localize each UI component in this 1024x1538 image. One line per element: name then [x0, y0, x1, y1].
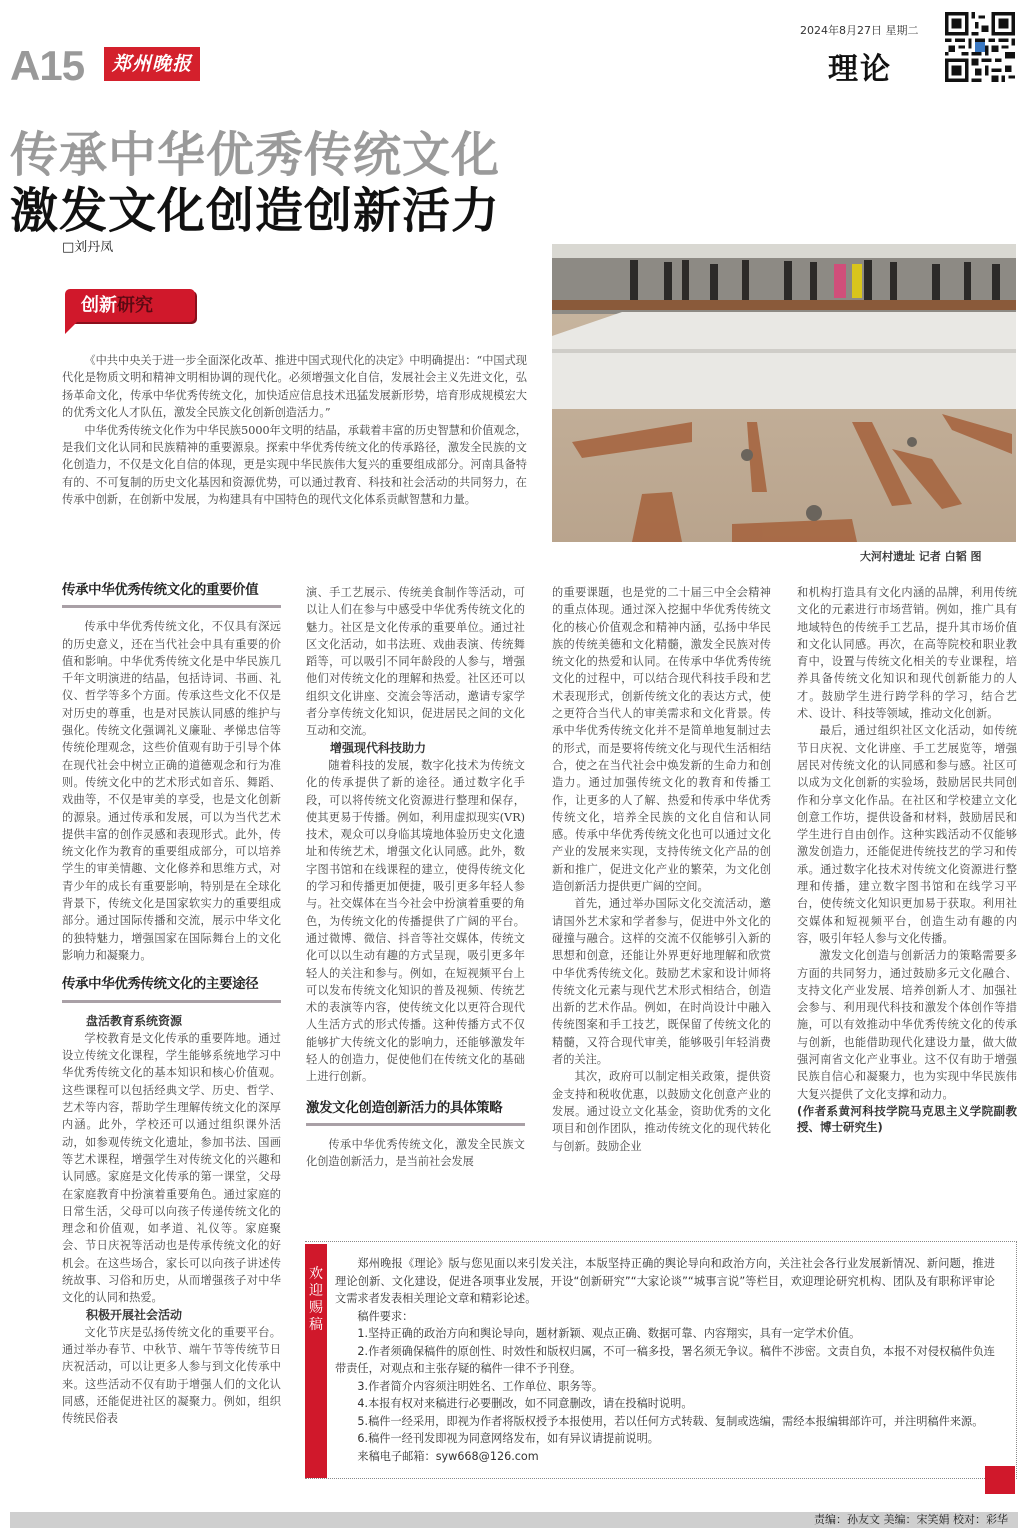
column-tag-part2: 研究	[117, 295, 153, 316]
requirement-item: 6.稿件一经刊发即视为同意网络发布，如有异议请提前说明。	[357, 1432, 659, 1445]
intro-paragraph: 中华优秀传统文化作为中华民族5000年文明的结晶，承载着丰富的历史智慧和价值观念，是我们文化认同和民族精神的重要源泉。探索中华优秀传统文化的传承路径，激发全民族的文化创造力，不仅是文化自信的体现，更是实现中华民族伟大复兴的重要组成部分。河南具备特有的、不可复制的历史文化基因和资源优势，可以通过教育、科技和社会活动的共同努力，在传承中创新，在创新中发展，为构建具有中国特色的现代文化体系贡献智慧和力量。	[62, 423, 527, 507]
requirement-item: 2.作者须确保稿件的原创性、时效性和版权归属，不可一稿多投，署名须无争议。稿件不涉密。文责自负，本报不对侵权稿件负连带责任，对观点和主张存疑的稿件一律不予刊登。	[335, 1344, 995, 1375]
call-for-papers-text	[335, 1255, 995, 1465]
label-char: 欢	[309, 1266, 323, 1282]
page-number: A15	[10, 42, 85, 89]
body-paragraph: 学校教育是文化传承的重要阵地。通过设立传统文化课程，学生能够系统地学习中华优秀传统文化的基本知识和核心价值观。这些课程可以包括经典文学、历史、哲学、艺术等内容，帮助学生理解传统文化的深厚内涵。此外，学校还可以通过组织课外活动，如参观传统文化遗址，参加书法、国画等艺术课程，增强学生对传统文化的兴趣和认同感。家庭是文化传承的第一课堂，父母在家庭教育中扮演着重要角色。通过家庭的日常生活，父母可以向孩子传递传统文化的理念和价值观，如孝道、礼仪等。家庭聚会、节日庆祝等活动也是传承传统文化的好机会。在这些场合，家长可以向孩子讲述传统故事、习俗和历史，从而增强孩子对中华文化的认同和热爱。	[62, 1031, 281, 1305]
label-char: 稿	[309, 1317, 323, 1333]
qr-code-icon[interactable]	[944, 12, 1016, 82]
submission-email-line	[335, 1448, 995, 1466]
section-heading: 激发文化创造创新活力的具体策略	[306, 1100, 525, 1126]
body-paragraph: 传承中华优秀传统文化，不仅具有深远的历史意义，还在当代社会中具有重要的价值和影响。中华优秀传统文化是中华民族几千年文明演进的结晶，包括诗词、书画、礼仪、哲学等多个方面。传承这些文化不仅是对历史的尊重，也是对民族认同感的维护与强化。传统文化强调礼义廉耻、孝悌忠信等传统伦理观念，这些价值观有助于引导个体在现代社会中树立正确的道德观念和行为准则。传统文化中的艺术形式如音乐、舞蹈、戏曲等，不仅是审美的享受，也是文化创新的源泉。通过传承和发展，可以为当代艺术提供丰富的创作灵感和表现形式。此外，传统文化作为教育的重要组成部分，可以培养学生的审美情趣、文化修养和思维方式，对青少年的成长有重要影响，特别是在全球化背景下，传统文化是国家软实力的重要组成部分。通过国际传播和交流，展示中华文化的独特魅力，增强国家在国际舞台上的文化影响力和凝聚力。	[62, 620, 281, 962]
article-photo	[552, 244, 1016, 542]
headline-line-1: 传承中华优秀传统文化	[10, 127, 501, 183]
submission-email-link[interactable]: syw668@126.com	[435, 1449, 539, 1463]
body-paragraph: 激发文化创造与创新活力的策略需要多方面的共同努力，通过鼓励多元文化融合、支持文化产业发展、培养创新人才、加强社会参与、利用现代科技和激发个体创作等措施，可以有效推动中华优秀传统文化的传承与创新，也能借助现代化建设力量，做大做强河南省文化产业事业。这不仅有助于增强民族自信心和凝聚力，也为实现中华民族伟大复兴提供了文化支撑和动力。	[797, 949, 1017, 1101]
author-byline: □刘丹凤	[62, 240, 114, 255]
label-char: 迎	[309, 1283, 323, 1299]
notice-intro: 郑州晚报《理论》版与您见面以来引发关注，本版坚持正确的舆论导向和政治方向，关注社会各行业发展新情况、新问题，推进理论创新、文化建设，促进各项事业发展，开设“创新研究”“大家论谈”“城事言说”等栏目，欢迎理论研究机构、团队及有职称评审论文需求者发表相关理论文章和精彩论述。	[335, 1257, 995, 1305]
subsection-heading: 盘活教育系统资源	[86, 1013, 183, 1028]
column-tag	[65, 289, 195, 322]
article-intro	[62, 352, 527, 509]
email-label: 来稿电子邮箱：	[357, 1449, 436, 1463]
body-paragraph: 最后，通过组织社区文化活动，如传统节日庆祝、文化讲座、手工艺展览等，增强居民对传统文化的认同感和参与感。社区可以成为文化创新的实验场，鼓励居民共同创作和分享文化作品。在社区和学校建立文化创意工作坊，提供设备和材料，鼓励居民和学生进行自由创作。这种实践活动不仅能够激发创造力，还能促进传统技艺的学习和传承。通过数字化技术对传统文化资源进行整理和传播，建立数字图书馆和在线学习平台，使传统文化知识更加易于获取。利用社交媒体和短视频平台，创造生动有趣的内容，吸引年轻人参与文化传播。	[797, 724, 1017, 945]
requirement-item: 5.稿件一经采用，即视为作者将版权授予本报使用，若以任何方式转载、复制或选编，需经本报编辑部许可，并注明稿件来源。	[357, 1414, 984, 1428]
body-paragraph: 文化节庆是弘扬传统文化的重要平台。通过举办春节、中秋节、端午节等传统节日庆祝活动，可以让更多人参与到文化传承中来。这些活动不仅有助于增强人们的文化认同感，还能促进社区的凝聚力。例如，组织传统民俗表	[62, 1325, 281, 1426]
label-char: 赐	[309, 1300, 323, 1316]
article-column-4	[797, 584, 1017, 1135]
photo-caption: 大河村遗址 记者 白韬 图	[860, 550, 982, 563]
requirement-item: 4.本报有权对来稿进行必要删改，如不同意删改，请在投稿时说明。	[357, 1397, 693, 1410]
article-column-2	[306, 584, 525, 1171]
headline-line-2: 激发文化创造创新活力	[10, 183, 501, 239]
body-paragraph: 演、手工艺展示、传统美食制作等活动，可以让人们在参与中感受中华优秀传统文化的魅力。社区是文化传承的重要单位。通过社区文化活动，如书法班、戏曲表演、传统舞蹈等，可以吸引不同年龄段的人参与，增强他们对传统文化的理解和热爱。社区还可以组织文化讲座、交流会等活动，邀请专家学者分享传统文化知识，促进居民之间的文化互动和交流。	[306, 586, 525, 738]
subsection-heading: 增强现代科技助力	[330, 740, 427, 755]
requirement-item: 3.作者简介内容须注明姓名、工作单位、职务等。	[357, 1379, 604, 1393]
editor-credits: 责编：孙友文 美编：宋笑娟 校对：彩华	[814, 1513, 1008, 1526]
article-column-3	[552, 584, 771, 1155]
column-tag-tail	[65, 320, 79, 334]
author-note: (作者系黄河科技学院马克思主义学院副教授、博士研究生)	[797, 1103, 1017, 1134]
body-paragraph: 的重要课题，也是党的二十届三中全会精神的重点体现。通过深入挖掘中华优秀传统文化的核心价值观念和精神内涵，弘扬中华民族的传统美德和文化精髓，激发全民族对传统文化的热爱和认同。在传承中华优秀传统文化的过程中，可以结合现代科技手段和艺术表现形式，创新传统文化的表达方式，使之更符合当代人的审美需求和文化背景。传承中华优秀传统文化并不是简单地复制过去的形式，而是要将传统文化与现代生活相结合，使之在当代社会中焕发新的生命力和创造力。通过加强传统文化的教育和传播工作，让更多的人了解、热爱和传承中华优秀传统文化，培养全民族的文化自信和认同感。传承中华优秀传统文化也可以通过文化产业的发展来实现，支持传统文化产品的创新和推广，促进文化产业的繁荣，为文化创造创新活力提供更广阔的空间。	[552, 586, 771, 894]
requirement-item: 1.坚持正确的政治方向和舆论导向，题材新颖、观点正确、数据可靠、内容翔实，具有一定学术价值。	[357, 1327, 861, 1340]
notice-corner-decoration	[985, 1466, 1015, 1494]
section-name: 理论	[828, 52, 892, 87]
subsection-heading: 积极开展社会活动	[86, 1307, 183, 1322]
newspaper-logo: 郑州晚报	[104, 47, 200, 81]
body-paragraph: 和机构打造具有文化内涵的品牌，利用传统文化的元素进行市场营销。例如，推广具有地域特色的传统手工艺品，提升其市场价值和文化认同感。再次，在高等院校和职业教育中，设置与传统文化相关的专业课程，培养具备传统文化知识和现代创新能力的人才。鼓励学生进行跨学科的学习，结合艺术、设计、科技等领域，推动文化创新。	[797, 586, 1017, 721]
section-heading: 传承中华优秀传统文化的主要途径	[62, 976, 281, 1002]
requirements-title: 稿件要求：	[357, 1309, 414, 1323]
body-paragraph: 首先，通过举办国际文化交流活动，邀请国外艺术家和学者参与，促进中外文化的碰撞与融合。这样的交流不仅能够引入新的思想和创意，还能让外界更好地理解和欣赏中华优秀传统文化。鼓励艺术家和设计师将传统文化元素与现代艺术形式相结合，创造出新的艺术作品。例如，在时尚设计中融入传统图案和手工技艺，既保留了传统文化的精髓，又符合现代审美，能够吸引年轻消费者的关注。	[552, 897, 771, 1067]
section-heading: 传承中华优秀传统文化的重要价值	[62, 582, 281, 608]
issue-date: 2024年8月27日 星期二	[800, 24, 919, 37]
call-for-papers-label	[305, 1244, 327, 1478]
column-tag-part1: 创新	[81, 295, 117, 316]
body-paragraph: 传承中华优秀传统文化，激发全民族文化创造创新活力，是当前社会发展	[306, 1137, 525, 1169]
body-paragraph: 随着科技的发展，数字化技术为传统文化的传承提供了新的途径。通过数字化手段，可以将传统文化资源进行整理和保存，使其更易于传播。例如，利用虚拟现实(VR)技术，观众可以身临其境地体验历史文化遗址和传统艺术，增强文化认同感。此外，数字图书馆和在线课程的建立，使得传统文化的学习和传播更加便捷，吸引更多年轻人参与。社交媒体在当今社会中扮演着重要的角色，为传统文化的传播提供了广阔的平台。通过微博、微信、抖音等社交媒体，传统文化可以以生动有趣的方式呈现，吸引更多年轻人的关注和参与。例如，在短视频平台上可以发布传统文化知识的普及视频、传统艺术的表演等内容，使传统文化以更符合现代人生活方式的形式传播。这种传播方式不仅能够扩大传统文化的影响力，还能够激发年轻人的创造力，促使他们在传统文化的基础上进行创新。	[306, 758, 525, 1084]
intro-paragraph: 《中共中央关于进一步全面深化改革、推进中国式现代化的决定》中明确提出：“中国式现代化是物质文明和精神文明相协调的现代化。必须增强文化自信，发展社会主义先进文化，弘扬革命文化，传承中华优秀传统文化，加快适应信息技术迅猛发展新形势，培育形成规模宏大的优秀文化人才队伍，激发全民族文化创新创造活力。”	[62, 354, 527, 420]
body-paragraph: 其次，政府可以制定相关政策，提供资金支持和税收优惠，以鼓励文化创意产业的发展。通过设立文化基金，资助优秀的文化项目和创作团队，推动传统文化的现代转化与创新。鼓励企业	[552, 1070, 771, 1153]
article-column-1	[62, 583, 281, 1428]
